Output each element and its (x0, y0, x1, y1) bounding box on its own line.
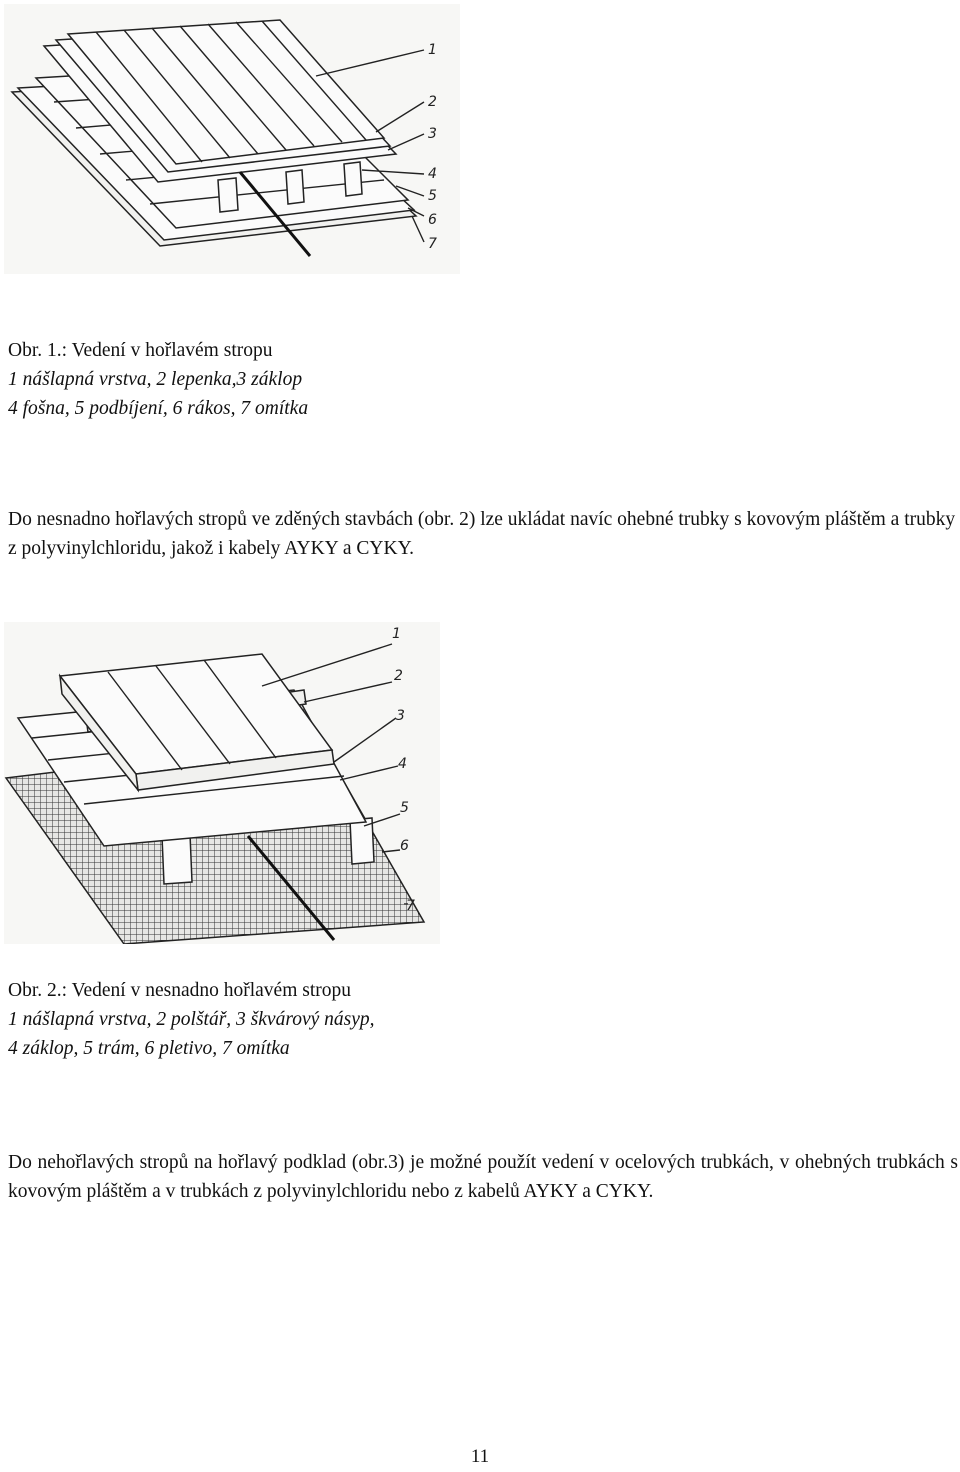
figure-1-caption-title: Obr. 1.: Vedení v hořlavém stropu (8, 340, 273, 361)
figure-2-label-1: 1 (392, 626, 401, 642)
figure-1-caption-line: 4 fošna, 5 podbíjení, 6 rákos, 7 omítka (8, 398, 309, 419)
page-number: 11 (470, 1446, 490, 1467)
figure-1 (4, 4, 460, 274)
figure-2 (4, 622, 440, 944)
figure-2-label-5: 5 (400, 800, 409, 816)
paragraph: Do nehořlavých stropů na hořlavý podklad (obr.3) je možné použít vedení v ocelových trubkách, v ohebných trubkách s kovovým pláštěm a v trubkách z polyvinylchloridu nebo z kabelů AYKY a CYKY. (8, 1152, 958, 1202)
figure-1-drawing (4, 4, 460, 274)
figure-2-label-2: 2 (394, 668, 403, 684)
figure-2-caption (8, 976, 375, 1063)
figure-2-drawing (4, 622, 440, 944)
figure-1-label-4: 4 (428, 166, 437, 182)
figure-2-caption-title: Obr. 2.: Vedení v nesnadno hořlavém stropu (8, 980, 352, 1001)
figure-2-label-3: 3 (396, 708, 405, 724)
figure-1-label-7: 7 (428, 236, 437, 252)
figure-1-label-1: 1 (428, 42, 437, 58)
figure-2-label-4: 4 (398, 756, 407, 772)
paragraph: Do nesnadno hořlavých stropů ve zděných stavbách (obr. 2) lze ukládat navíc ohebné trubky s kovovým pláštěm a trubky z polyvinylchloridu, jakož i kabely AYKY a CYKY. (8, 509, 956, 559)
figure-1-label-2: 2 (428, 94, 437, 110)
figure-1-label-6: 6 (428, 212, 437, 228)
figure-1-label-5: 5 (428, 188, 437, 204)
figure-1-caption-line: 1 nášlapná vrstva, 2 lepenka,3 záklop (8, 369, 303, 390)
figure-1-label-3: 3 (428, 126, 437, 142)
figure-2-caption-line: 1 nášlapná vrstva, 2 polštář, 3 škvárový násyp, (8, 1009, 375, 1030)
figure-2-label-6: 6 (400, 838, 409, 854)
figure-1-caption (8, 336, 308, 423)
figure-2-label-7: 7 (406, 898, 415, 914)
figure-2-caption-line: 4 záklop, 5 trám, 6 pletivo, 7 omítka (8, 1038, 290, 1059)
